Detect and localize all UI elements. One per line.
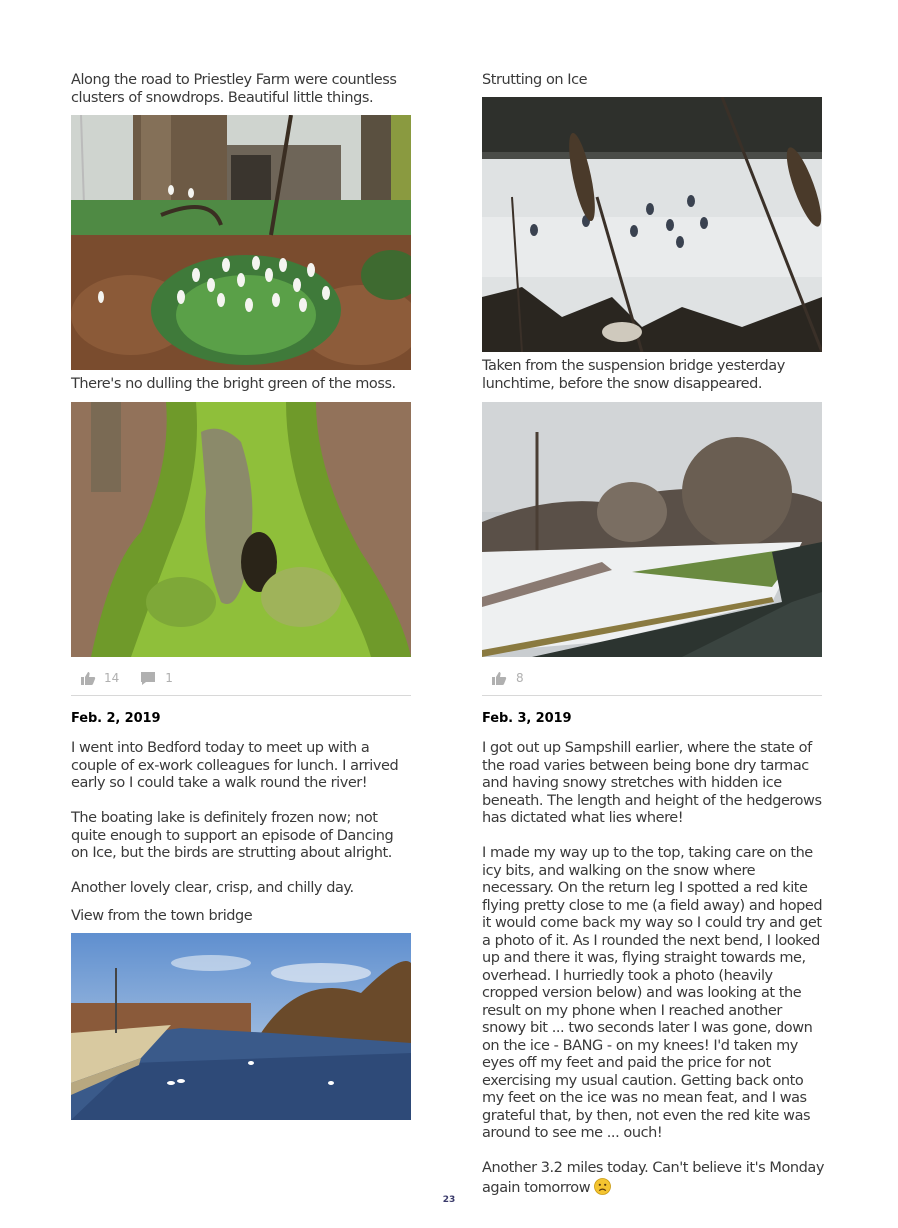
post-date-feb-3: Feb. 3, 2019 bbox=[482, 711, 572, 726]
photo-snowdrops[interactable] bbox=[71, 115, 411, 370]
thumbs-up-icon[interactable] bbox=[491, 671, 507, 685]
post-body-feb-3 bbox=[482, 740, 824, 1200]
photo-strutting-on-ice[interactable] bbox=[482, 97, 822, 352]
right-divider bbox=[482, 695, 822, 696]
like-count: 8 bbox=[516, 671, 524, 685]
post-body-feb-2 bbox=[71, 740, 413, 925]
paragraph-with-emoji bbox=[482, 1160, 824, 1200]
paragraph: The boating lake is definitely frozen now; not quite enough to support an episode of Dancing on Ice, but the birds are strutting about alright. bbox=[71, 810, 394, 861]
caption-suspension-bridge: Taken from the suspension bridge yesterday lunchtime, before the snow disappeared. bbox=[482, 358, 785, 392]
speech-bubble-icon[interactable] bbox=[140, 671, 156, 686]
caption-town-bridge: View from the town bridge bbox=[71, 907, 253, 924]
left-divider bbox=[71, 695, 411, 696]
moss-tree-image bbox=[71, 402, 411, 657]
strutting-on-ice-image bbox=[482, 97, 822, 352]
paragraph: I got out up Sampshill earlier, where the state of the road varies between being bone dry tarmac and having snowy stretches with hidden ice beneath. The length and height of the hedgerows has dictated what lies where! bbox=[482, 740, 822, 826]
caption-snowdrops: Along the road to Priestley Farm were countless clusters of snowdrops. Beautiful little things. bbox=[71, 72, 397, 106]
right-meta-row bbox=[491, 670, 524, 686]
paragraph: Another lovely clear, crisp, and chilly day. bbox=[71, 880, 354, 896]
closing-sentence: Another 3.2 miles today. Can't believe it's Monday again tomorrow bbox=[482, 1160, 824, 1196]
photo-suspension-bridge-view[interactable] bbox=[482, 402, 822, 657]
caption-strutting: Strutting on Ice bbox=[482, 72, 588, 88]
town-bridge-image bbox=[71, 933, 411, 1120]
post-date-feb-2: Feb. 2, 2019 bbox=[71, 711, 161, 726]
paragraph: I made my way up to the top, taking care on the icy bits, and walking on the snow where necessary. On the return leg I spotted a red kite flying pretty close to me (a field away) and hoped it would come back my way so I could try and get a photo of it. As I rounded the next bend, I looked up and there it was, flying straight towards me, overhead. I hurriedly took a photo (heavily cropped version below) and was looking at the result on my phone when I reached another snowy bit ... two seconds later I was gone, down on the ice - BANG - on my knees! I'd taken my eyes off my feet and paid the price for not exercising my usual caution. Getting back onto my feet on the ice was no mean feat, and I was grateful that, by then, not even the red kite was around to see me ... ouch! bbox=[482, 845, 823, 1141]
page-number: 23 bbox=[442, 1195, 456, 1205]
like-count: 14 bbox=[104, 671, 120, 685]
paragraph: I went into Bedford today to meet up with a couple of ex-work colleagues for lunch. I arrived early so I could take a walk round the river! bbox=[71, 740, 399, 791]
snowy-park-image bbox=[482, 402, 822, 657]
snowdrops-image bbox=[71, 115, 411, 370]
left-meta-row bbox=[80, 670, 173, 686]
photo-moss-tree[interactable] bbox=[71, 402, 411, 657]
caption-moss: There's no dulling the bright green of the moss. bbox=[71, 376, 396, 392]
comment-count: 1 bbox=[165, 671, 173, 685]
thumbs-up-icon[interactable] bbox=[80, 671, 96, 685]
photo-town-bridge[interactable] bbox=[71, 933, 411, 1120]
